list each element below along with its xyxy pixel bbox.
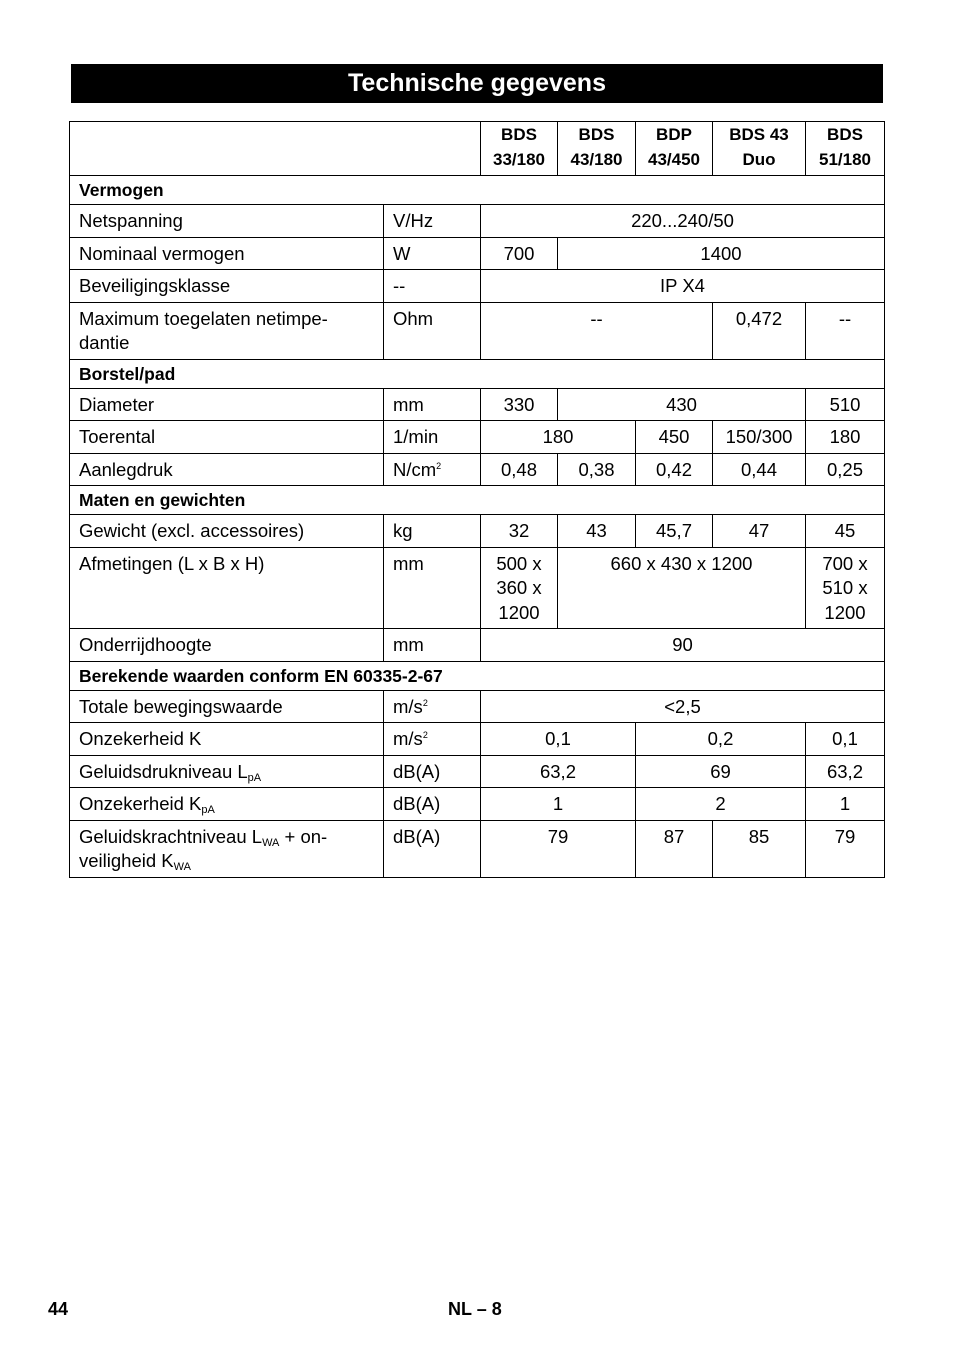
row-value: <2,5 [481,690,885,723]
row-value: -- [481,302,713,359]
row-value: 500 x 360 x 1200 [481,547,558,629]
row-label: Onzekerheid K [70,723,384,756]
row-label: Onderrijdhoogte [70,629,384,662]
row-value: 79 [806,820,885,877]
table-row [70,755,885,788]
row-value: 0,44 [713,453,806,486]
row-value: 700 [481,237,558,270]
row-label: Netspanning [70,205,384,238]
row-value: 1 [481,788,636,821]
section-heading: Maten en gewichten [70,486,885,515]
row-unit: dB(A) [384,755,481,788]
section-heading: Vermogen [70,176,885,205]
row-value: 1 [806,788,885,821]
table-row [70,515,885,548]
row-label: Beveiligingsklasse [70,270,384,303]
model-header: BDS 43/180 [558,122,636,176]
row-unit: $m/s^2$ [384,690,481,723]
table-row [70,270,885,303]
row-value: 32 [481,515,558,548]
table-row [70,820,885,877]
table-row [70,788,885,821]
row-value: 0,25 [806,453,885,486]
row-value: 150/300 [713,421,806,454]
page-number: 44 [48,1299,69,1319]
table-row [70,723,885,756]
row-label: Afmetingen (L x B x H) [70,547,384,629]
row-unit: -- [384,270,481,303]
table-row [70,388,885,421]
table-row [70,302,885,359]
row-label: Maximum toegelaten netimpe- dantie [70,302,384,359]
page-title: Technische gegevens [71,64,883,103]
row-value: 430 [558,388,806,421]
row-unit: 1/min [384,421,481,454]
row-value: 69 [636,755,806,788]
row-value: 0,2 [636,723,806,756]
table-row [70,547,885,629]
row-unit: W [384,237,481,270]
row-label: Totale bewegingswaarde [70,690,384,723]
row-label: Nominaal vermogen [70,237,384,270]
row-value: 700 x 510 x 1200 [806,547,885,629]
row-value: IP X4 [481,270,885,303]
model-header: BDS 43 Duo [713,122,806,176]
header-empty-cell [70,122,481,176]
row-label: Onzekerheid $K_{pA}$ [70,788,384,821]
row-value: -- [806,302,885,359]
row-unit: mm [384,547,481,629]
model-header: BDS 51/180 [806,122,885,176]
row-value: 43 [558,515,636,548]
row-value: 660 x 430 x 1200 [558,547,806,629]
row-unit: dB(A) [384,820,481,877]
table-row [70,629,885,662]
row-value: 2 [636,788,806,821]
table-row [70,453,885,486]
row-unit: Ohm [384,302,481,359]
row-unit: $N/cm^2$ [384,453,481,486]
model-header: BDS 33/180 [481,122,558,176]
row-value: 330 [481,388,558,421]
row-value: 45,7 [636,515,713,548]
row-value: 87 [636,820,713,877]
row-value: 0,1 [481,723,636,756]
section-heading: Borstel/pad [70,359,885,388]
row-value: 45 [806,515,885,548]
table-row [70,205,885,238]
row-value: 220...240/50 [481,205,885,238]
row-value: 0,38 [558,453,636,486]
row-unit: mm [384,629,481,662]
table-row [70,421,885,454]
row-value: 0,42 [636,453,713,486]
row-value: 47 [713,515,806,548]
section-heading: Berekende waarden conform EN 60335-2-67 [70,661,885,690]
row-value: 180 [806,421,885,454]
model-header: BDP 43/450 [636,122,713,176]
row-value: 180 [481,421,636,454]
footer-language-page: NL – 8 [448,1299,502,1319]
table-header-row [70,122,885,176]
row-value: 0,1 [806,723,885,756]
row-label: Gewicht (excl. accessoires) [70,515,384,548]
row-value: 90 [481,629,885,662]
technical-data-table [69,121,885,878]
row-value: 63,2 [806,755,885,788]
row-value: 0,48 [481,453,558,486]
row-label: Geluidskrachtniveau $L_{WA} + on-$ veiligheid $K_{WA}$ [70,820,384,877]
row-value: 450 [636,421,713,454]
row-unit: mm [384,388,481,421]
table-row [70,237,885,270]
row-value: 79 [481,820,636,877]
row-label: Aanlegdruk [70,453,384,486]
row-unit: V/Hz [384,205,481,238]
row-unit: dB(A) [384,788,481,821]
row-value: 85 [713,820,806,877]
row-value: 1400 [558,237,885,270]
row-value: 510 [806,388,885,421]
row-value: 0,472 [713,302,806,359]
row-unit: kg [384,515,481,548]
row-label: Toerental [70,421,384,454]
row-value: 63,2 [481,755,636,788]
row-label: Diameter [70,388,384,421]
row-label: Geluidsdrukniveau $L_{pA}$ [70,755,384,788]
row-unit: $m/s^2$ [384,723,481,756]
table-row [70,690,885,723]
